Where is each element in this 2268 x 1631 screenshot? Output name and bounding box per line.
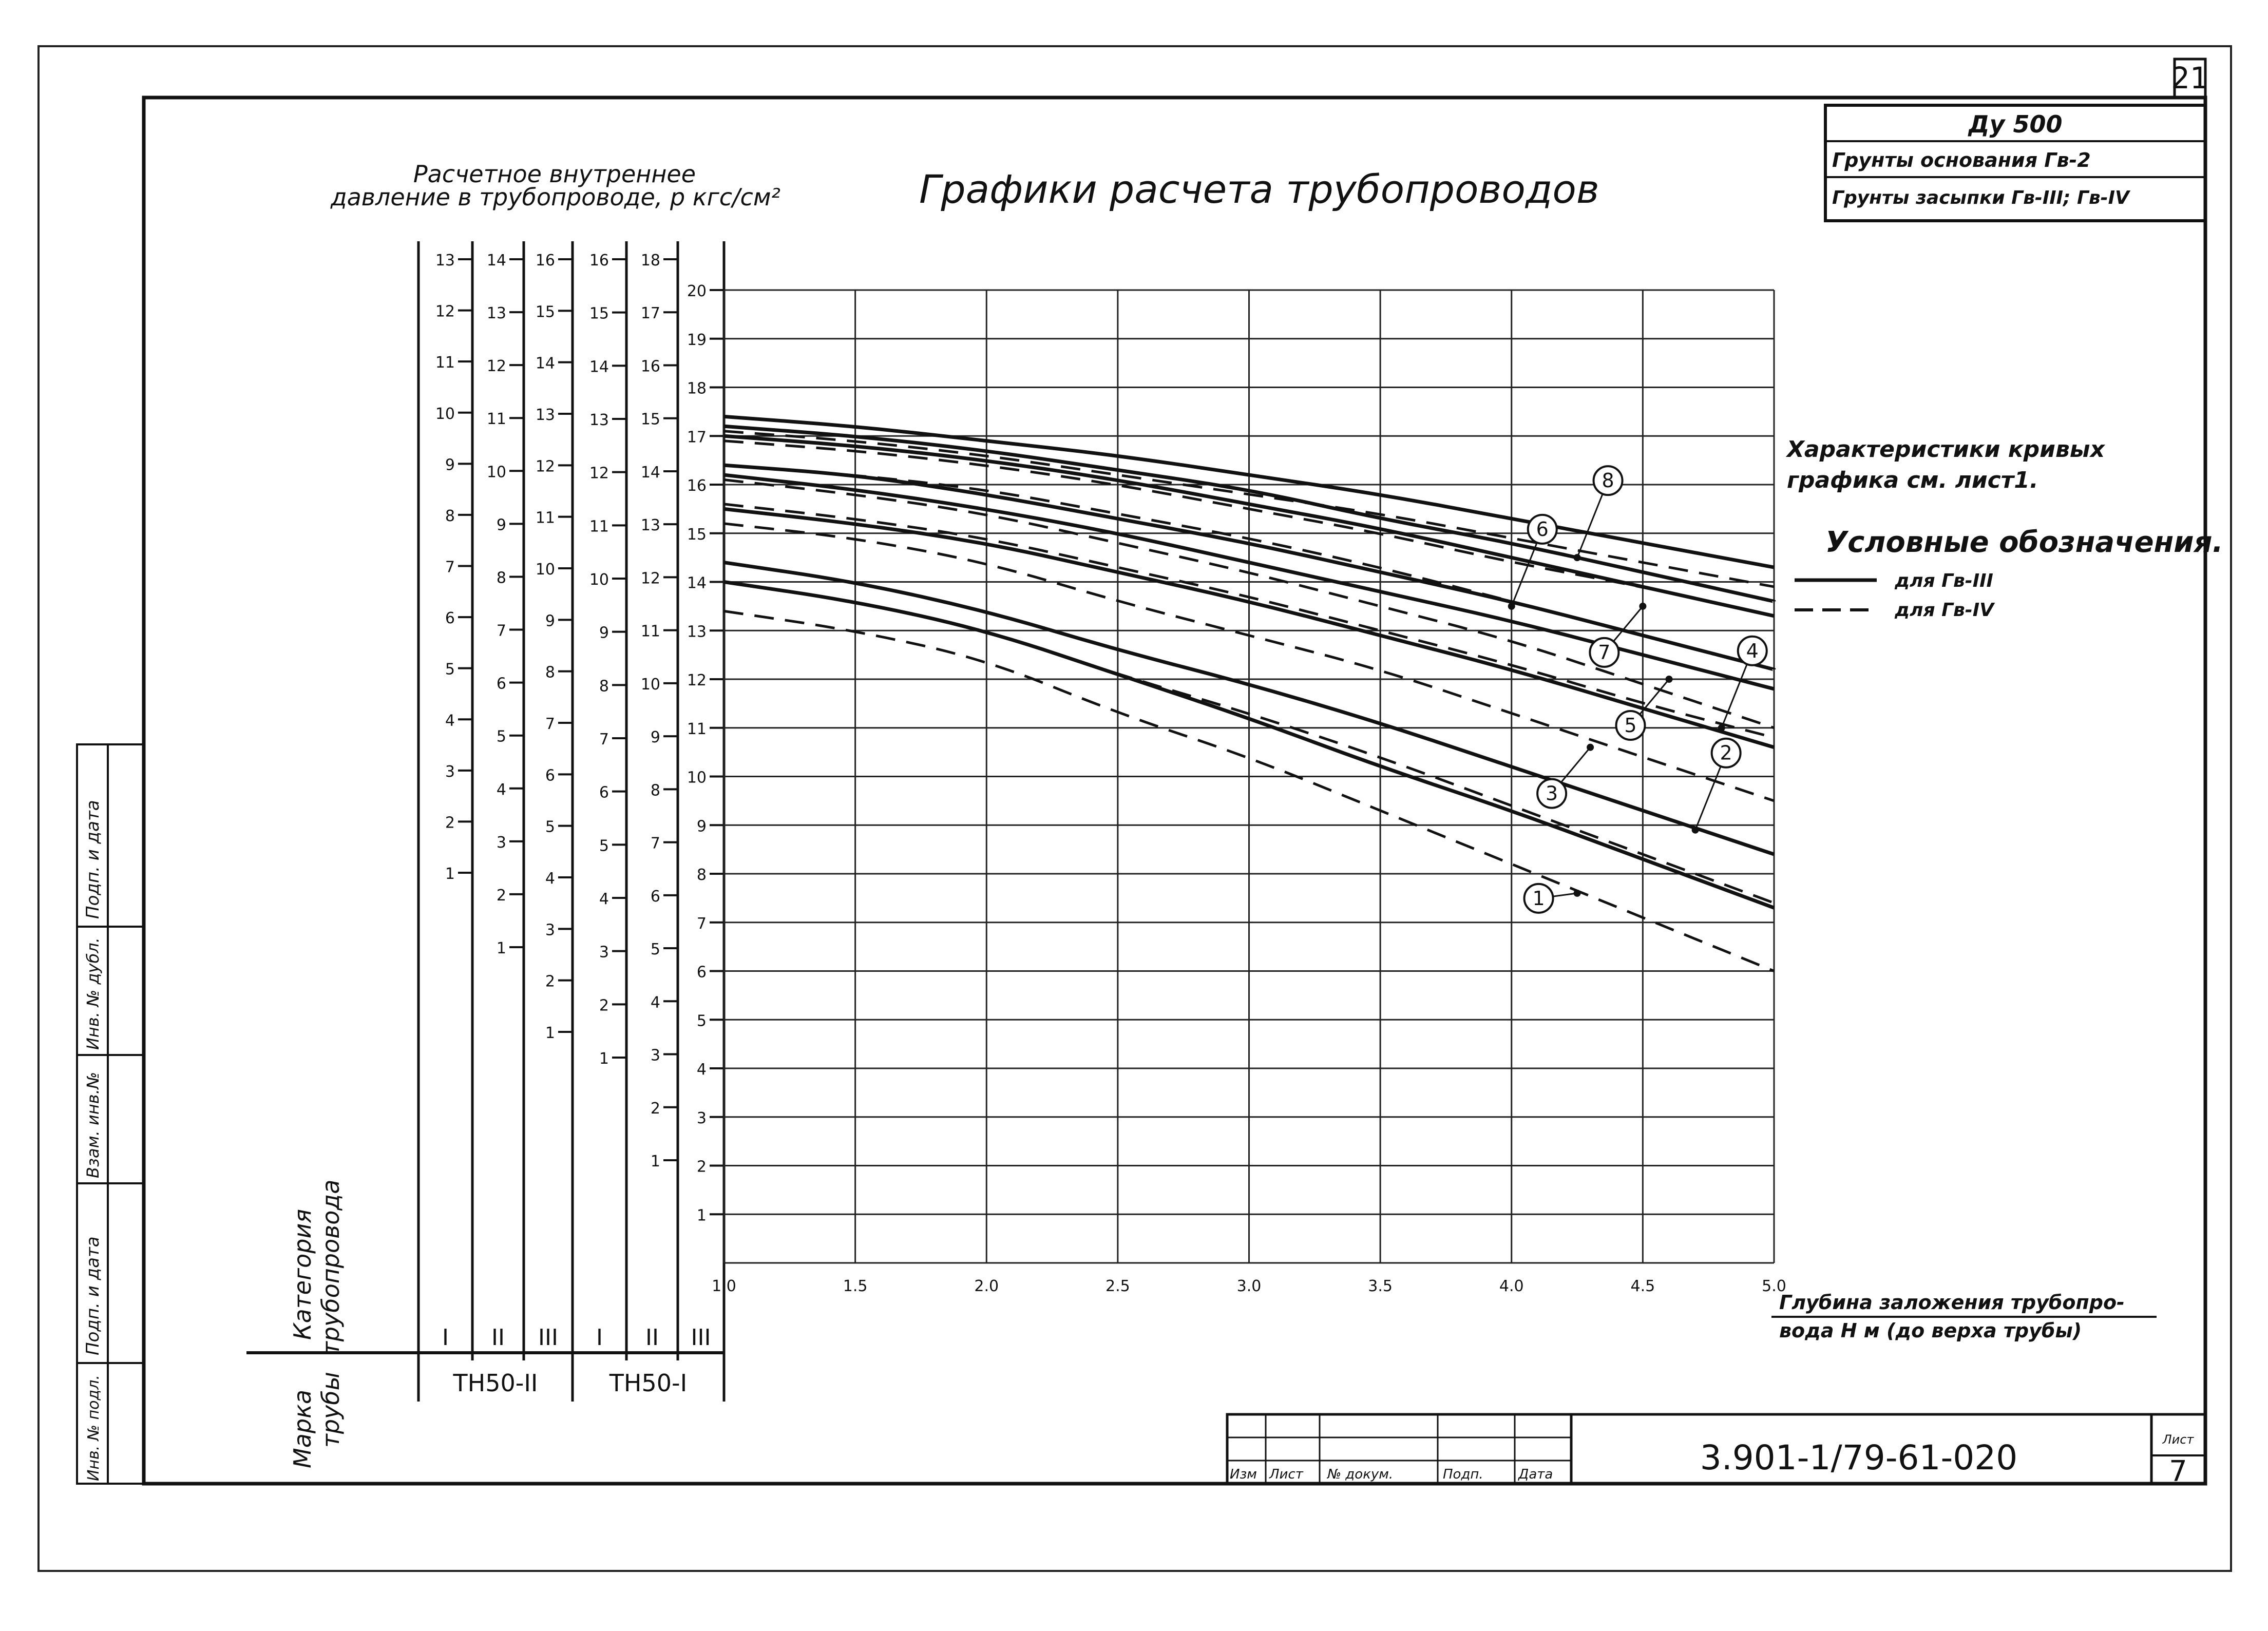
scale-tick-label: 12 [640,569,660,588]
scale-tick-label: 2 [696,1158,707,1176]
scale-tick-label: 13 [589,411,609,429]
scale-tick-label: 9 [545,612,555,630]
scale-tick-label: 1 [445,865,455,883]
title-block [1227,1414,2205,1488]
scale-tick-label: 4 [599,890,609,908]
x-tick-label: 3.0 [1236,1277,1262,1295]
scale-tick-label: 9 [696,817,707,836]
scale-tick-label: 4 [650,993,660,1012]
scale-tick-label: 6 [696,963,707,982]
x-tick-label: 2.0 [974,1277,999,1295]
scale-tick-label: 4 [545,870,555,888]
scale-tick-label: 10 [640,675,660,694]
legend-dashed-label: для Гв-IV [1895,600,1994,621]
scale-tick-label: 9 [445,456,455,474]
scale-tick-label: 7 [696,914,707,933]
sheet-number: 7 [2169,1455,2187,1488]
scale-tick-label: 10 [486,463,506,482]
side-stamp-replace-inv: Взам. инв.№ [83,1071,103,1178]
title-block-list: Лист [1269,1467,1303,1482]
curve-callout-label: 8 [1602,469,1614,492]
scale-tick-label: 9 [599,624,609,642]
scale-tick-label: 13 [640,516,660,535]
scale-tick-label: 10 [535,561,555,579]
scale-tick-label: 6 [496,675,506,693]
curve-callout-label: 2 [1720,741,1732,764]
scale-tick-label: 14 [640,463,660,482]
category-label-line1: Категория [289,1208,316,1340]
scale-tick-label: 16 [589,252,609,270]
scale-tick-label: 3 [696,1109,707,1127]
mark-label-line1: Марка [289,1389,316,1468]
pressure-label-line2: давление в трубопроводе, р кгс/см² [330,183,780,211]
scale-tick-label: 12 [535,457,555,476]
scale-tick-label: 2 [445,814,455,832]
scale-tick-label: 13 [486,304,506,323]
depth-label-line2: вода Н м (до верха трубы) [1779,1319,2082,1342]
scale-tick-label: 1 [599,1050,609,1068]
curve-callout-label: 6 [1536,517,1549,541]
group-label-th50-ii: TH50-II [453,1369,538,1397]
chart-title: Графики расчета трубопроводов [919,166,1599,212]
mark-label-line2: трубы [317,1372,345,1448]
scale-tick-label: 1 [650,1153,660,1171]
scale-tick-label: 7 [496,622,506,640]
scale-tick-label: 3 [650,1046,660,1065]
scale-tick-label: 5 [545,818,555,836]
x-tick-label: 4.0 [1499,1277,1524,1295]
characteristics-line1: Характеристики кривых [1787,436,2105,463]
scale-tick-label: 15 [589,304,609,323]
scale-tick-label: 11 [687,720,707,738]
category-label: I [442,1325,449,1351]
category-label: III [538,1325,558,1351]
scale-tick-label: 14 [589,358,609,376]
scale-tick-label: 12 [435,302,455,321]
side-stamp-sign-date-2: Подп. и дата [83,1236,103,1355]
characteristics-line2: графика см. лист1. [1787,467,2038,493]
sheet-label: Лист [2162,1432,2194,1447]
scale-tick-label: 8 [545,663,555,682]
title-block-doc: № докум. [1327,1467,1394,1482]
scale-tick-label: 19 [687,331,707,349]
scale-tick-label: 18 [687,379,707,398]
scale-tick-label: 14 [535,354,555,373]
depth-label-line1: Глубина заложения трубопро- [1779,1291,2125,1314]
scale-tick-label: 6 [445,609,455,628]
scale-tick-label: 5 [445,660,455,679]
legend-title: Условные обозначения. [1825,526,2223,559]
side-stamp-original-inv: Инв. № подл. [85,1375,103,1481]
corner-number: 21 [2171,61,2209,95]
chart-plot-area [712,290,1786,1295]
title-block-izm: Изм [1230,1467,1257,1482]
side-stamp-sign-date-1: Подп. и дата [83,800,103,919]
scale-tick-label: 11 [486,410,506,429]
scale-tick-label: 10 [687,769,707,787]
scale-tick-label: 11 [589,517,609,536]
scale-tick-label: 2 [650,1099,660,1118]
category-label: III [691,1325,711,1351]
scale-tick-label: 13 [435,252,455,270]
document-number: 3.901-1/79-61-020 [1700,1438,2018,1478]
stamp-title: Ду 500 [1968,110,2063,138]
scale-tick-label: 4 [496,780,506,799]
scale-tick-label: 2 [599,996,609,1015]
scale-tick-label: 1 [545,1024,555,1042]
scale-tick-label: 9 [650,728,660,747]
scale-tick-label: 7 [599,731,609,749]
scale-tick-label: 6 [545,766,555,785]
scale-tick-label: 3 [496,833,506,852]
curve-callout-label: 5 [1624,714,1637,737]
scale-tick-label: 18 [640,252,660,270]
corner-number-box [2171,59,2209,98]
scale-tick-label: 16 [535,252,555,270]
scale-tick-label: 4 [445,712,455,730]
scale-tick-label: 12 [486,357,506,376]
legend-solid-label: для Гв-III [1895,570,1993,591]
pressure-label-line1: Расчетное внутреннее [413,160,696,188]
curve-callout-label: 1 [1532,887,1545,910]
scale-tick-label: 12 [589,464,609,483]
scale-tick-label: 11 [640,622,660,641]
title-block-sign: Подп. [1443,1467,1483,1482]
x-tick-label: 2.5 [1106,1277,1130,1295]
scale-tick-label: 20 [687,282,707,300]
x-tick-label: 1.5 [843,1277,868,1295]
scale-tick-label: 11 [435,354,455,372]
category-label: II [491,1325,505,1351]
scale-tick-label: 6 [650,887,660,906]
top-right-stamp [1825,105,2205,221]
scale-tick-label: 7 [650,834,660,853]
scale-tick-label: 7 [545,715,555,733]
scale-tick-label: 14 [486,252,506,270]
scale-tick-label: 2 [545,972,555,991]
x-tick-label: 5.0 [1762,1277,1786,1295]
scale-tick-label: 15 [535,303,555,321]
category-label: I [596,1325,603,1351]
scale-tick-label: 17 [687,428,707,447]
scale-tick-label: 5 [496,727,506,746]
scale-tick-label: 14 [687,574,707,592]
side-stamp-dup-inv: Инв. № дубл. [83,937,103,1050]
scale-tick-label: 8 [445,507,455,525]
scale-tick-label: 8 [496,569,506,587]
stamp-line3: Грунты засыпки Гв-III; Гв-IV [1832,187,2129,208]
x-tick-label: 3.5 [1368,1277,1393,1295]
scale-tick-label: 10 [589,571,609,589]
scale-tick-label: 5 [599,837,609,855]
scale-tick-label: 15 [640,410,660,429]
side-stamp [77,744,144,1484]
scale-tick-label: 5 [650,941,660,959]
scale-tick-label: 16 [640,357,660,376]
scale-tick-label: 10 [435,405,455,423]
scale-tick-label: 12 [687,671,707,689]
scale-tick-label: 16 [687,477,707,495]
scale-tick-label: 6 [599,783,609,802]
scale-tick-label: 5 [696,1012,707,1030]
scale-tick-label: 8 [696,866,707,884]
scale-tick-label: 9 [496,516,506,534]
scale-tick-label: 3 [545,921,555,939]
scale-tick-label: 4 [696,1061,707,1079]
category-label: II [645,1325,659,1351]
scale-tick-label: 8 [599,677,609,696]
scale-tick-label: 2 [496,886,506,905]
x-tick-label: 4.5 [1630,1277,1655,1295]
scale-tick-label: 1 [696,1206,707,1225]
scale-tick-label: 15 [687,525,707,544]
curve-callout-label: 3 [1546,782,1558,805]
scale-tick-label: 1 [496,939,506,957]
stamp-line2: Грунты основания Гв-2 [1832,149,2091,171]
scale-tick-label: 11 [535,509,555,527]
scale-tick-label: 13 [687,623,707,641]
category-label-line2: трубопровода [317,1179,345,1355]
scale-tick-label: 17 [640,304,660,323]
group-label-th50-i: TH50-I [609,1369,688,1397]
scale-tick-label: 13 [535,406,555,424]
scale-tick-label: 3 [445,762,455,781]
outer-frame [39,46,2231,1571]
curve-callout-label: 7 [1598,641,1611,664]
scale-tick-label: 7 [445,558,455,577]
curve-callout-label: 4 [1746,639,1759,662]
scale-tick-label: 8 [650,781,660,800]
title-block-date: Дата [1518,1467,1553,1482]
x-tick-label: 1.0 [712,1277,736,1295]
scale-tick-label: 3 [599,943,609,962]
